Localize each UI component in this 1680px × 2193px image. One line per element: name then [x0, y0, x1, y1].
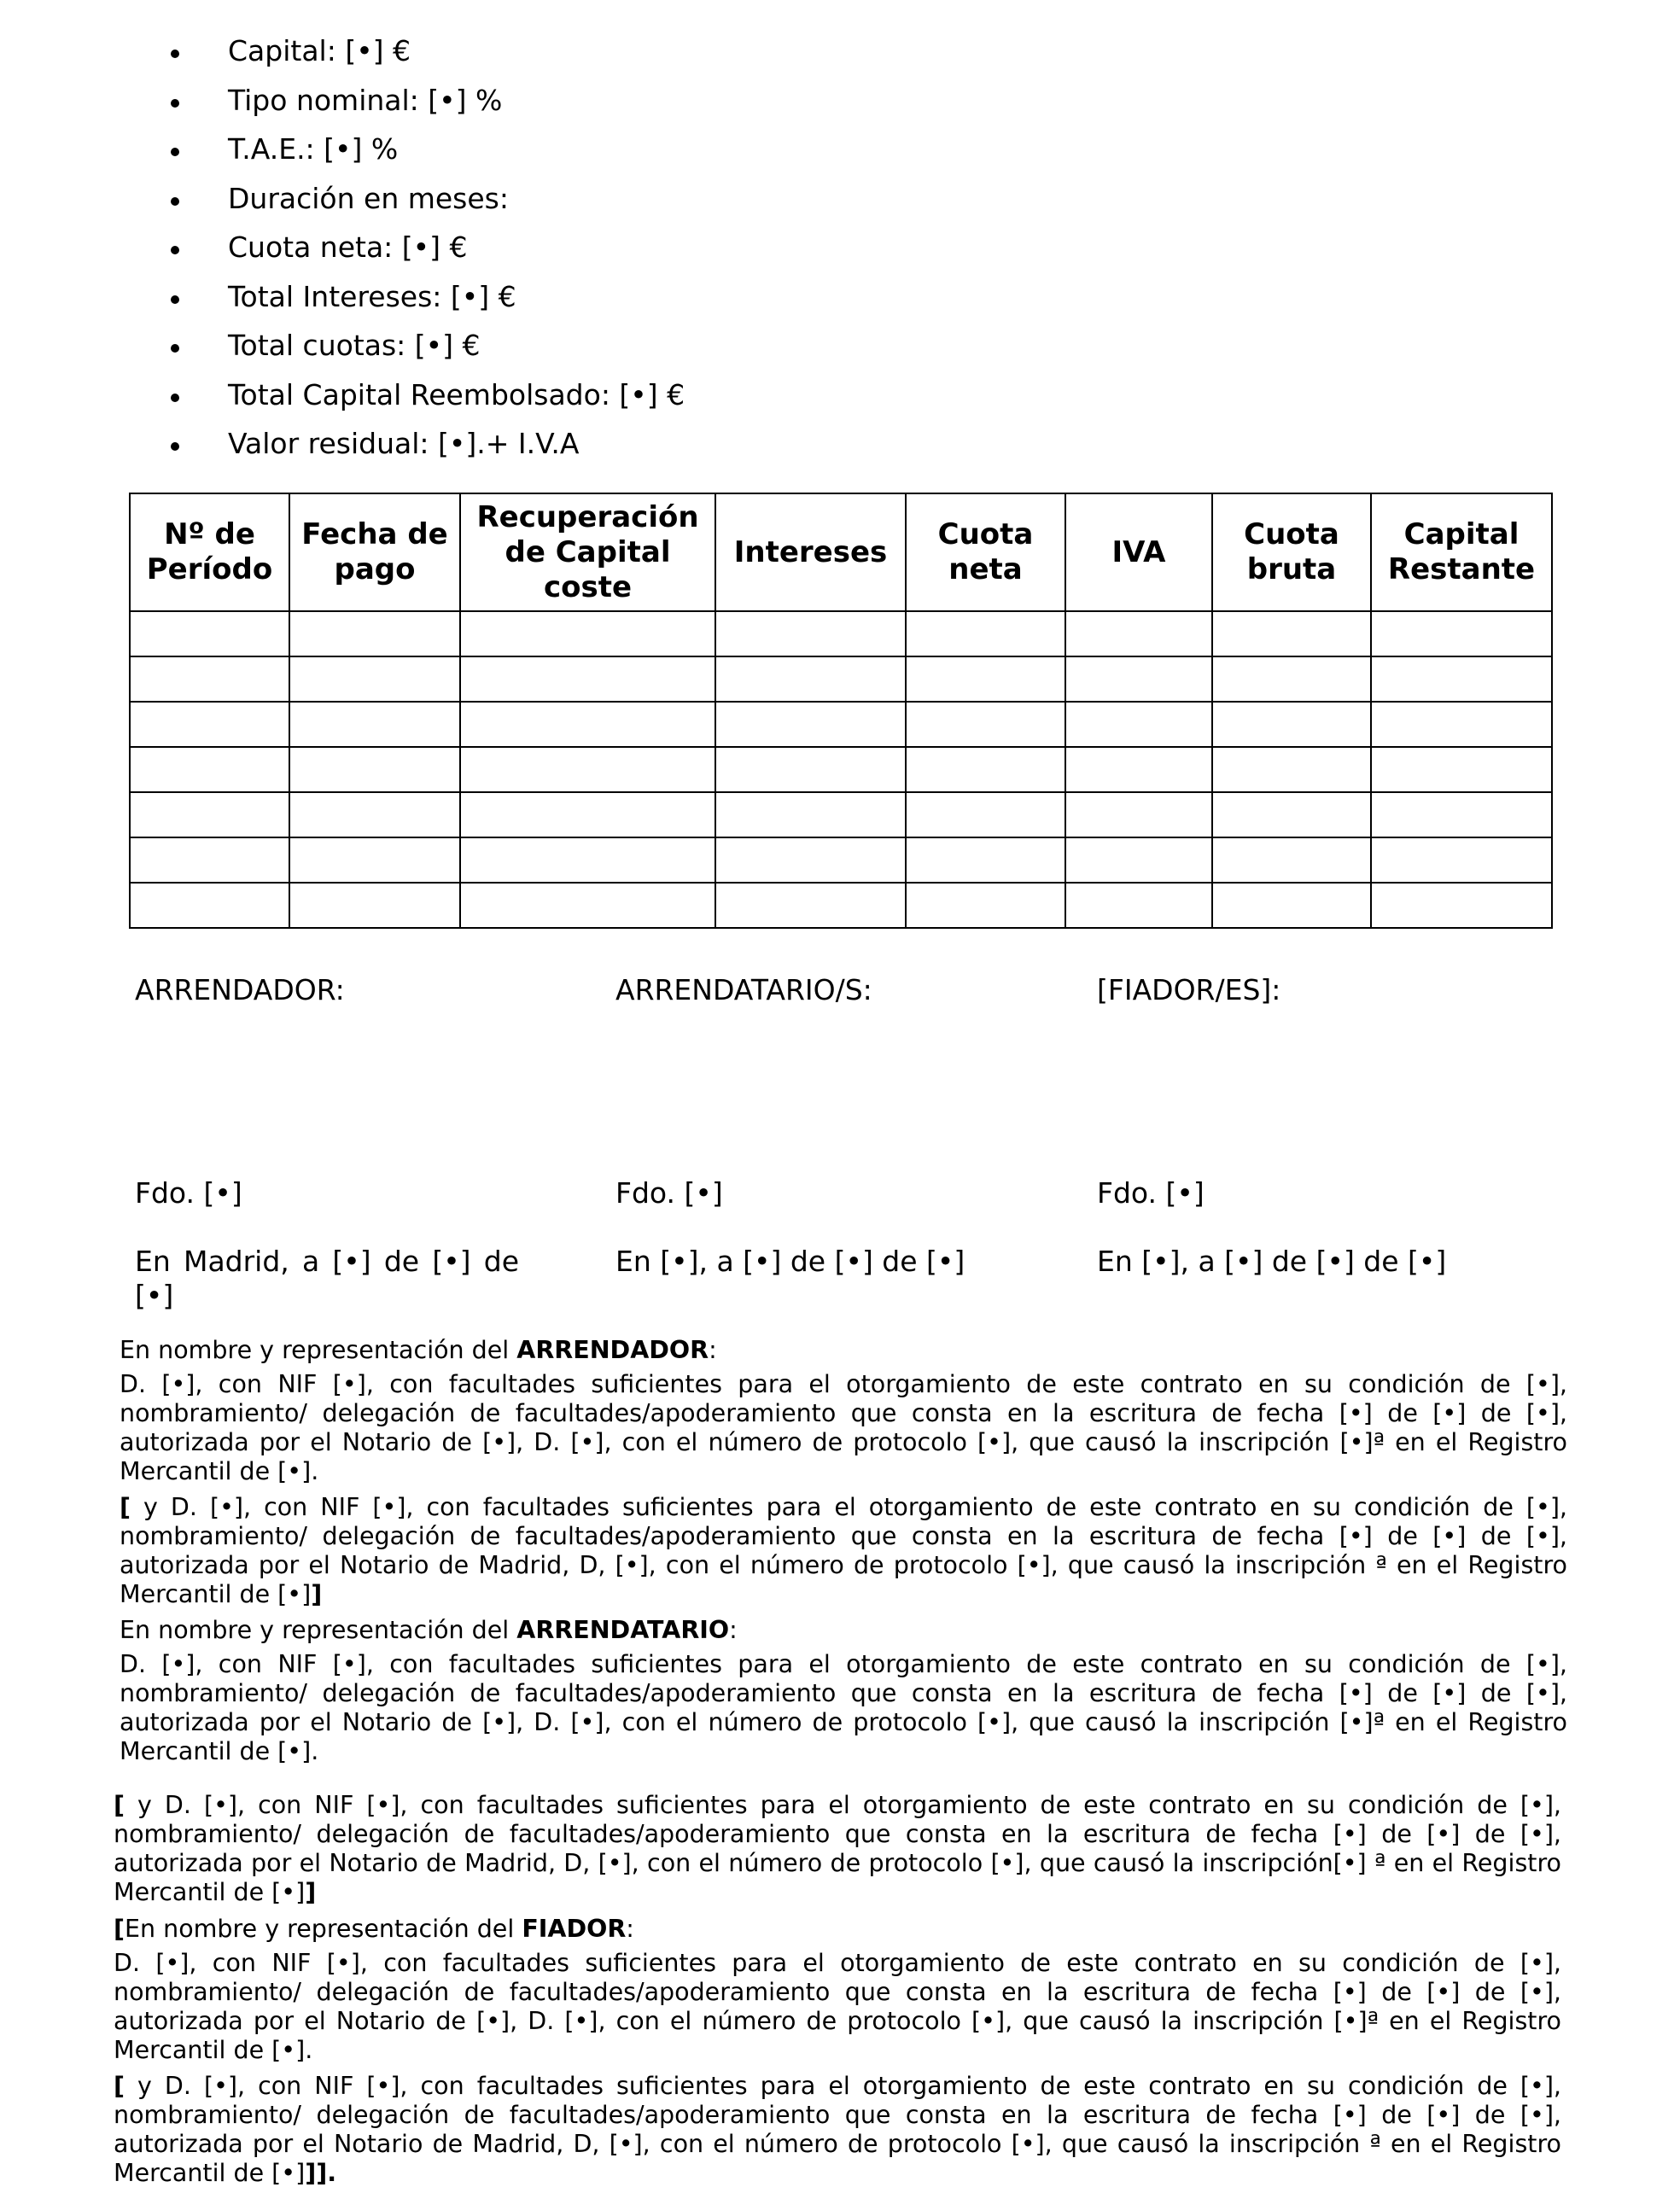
- table-cell: [460, 883, 715, 928]
- amortization-table: [129, 493, 1553, 929]
- table-row: [130, 792, 1552, 837]
- table-cell: [715, 747, 906, 792]
- table-cell: [460, 611, 715, 656]
- table-cell: [715, 792, 906, 837]
- summary-tae: T.A.E.: [•] %: [228, 132, 399, 166]
- summary-total-intereses: Total Intereses: [•] €: [228, 279, 516, 313]
- header-fecha-pago: Fecha de pago: [289, 493, 460, 611]
- rep-party: FIADOR: [522, 1915, 627, 1943]
- table-cell: [1212, 837, 1371, 883]
- header-intereses: Intereses: [715, 493, 906, 611]
- table-cell: [130, 792, 289, 837]
- table-cell: [460, 837, 715, 883]
- rep-party: ARRENDADOR: [516, 1336, 709, 1364]
- table-cell: [1212, 611, 1371, 656]
- header-cuota-bruta: Cuota bruta: [1212, 493, 1371, 611]
- bracket-open: [: [120, 1493, 131, 1521]
- table-cell: [130, 747, 289, 792]
- table-cell: [715, 883, 906, 928]
- rep-colon: :: [709, 1336, 717, 1364]
- rep-text: y D. [•], con NIF [•], con facultades suficientes para el otorgamiento de este contrato en su condición de [•], nombramiento/ delegación de facultades/apoderamiento que consta en la escritura de fecha [•] de [•] de [•], autorizada por el Notario de Madrid, D, [•], con el número de protocolo [•], que causó la inscripción[•] ª en el Registro Mercantil de [•]: [114, 1791, 1561, 1906]
- table-row: [130, 837, 1552, 883]
- table-cell: [1212, 702, 1371, 747]
- rep-intro: En nombre y representación del: [120, 1336, 517, 1364]
- rep-intro: En nombre y representación del: [125, 1915, 522, 1943]
- rep-text: y D. [•], con NIF [•], con facultades suficientes para el otorgamiento de este contrato en su condición de [•], nombramiento/ delegación de facultades/apoderamiento que consta en la escritura de fecha [•] de [•] de [•], autorizada por el Notario de Madrid, D, [•], con el número de protocolo [•], que causó la inscripción ª en el Registro Mercantil de [•]: [114, 2072, 1561, 2187]
- rep-heading-arrendatario: [120, 1616, 738, 1645]
- table-body: [130, 611, 1552, 928]
- table-cell: [1371, 611, 1552, 656]
- table-cell: [1371, 837, 1552, 883]
- summary-valor-residual: Valor residual: [•].+ I.V.A: [228, 427, 580, 460]
- table-cell: [289, 702, 460, 747]
- header-cuota-neta: Cuota neta: [906, 493, 1065, 611]
- list-item: [171, 32, 685, 82]
- table-row: [130, 747, 1552, 792]
- summary-cuota-neta: Cuota neta: [•] €: [228, 230, 468, 264]
- table-cell: [289, 792, 460, 837]
- table-cell: [906, 611, 1065, 656]
- table-cell: [1065, 611, 1212, 656]
- table-row: [130, 702, 1552, 747]
- table-cell: [1212, 747, 1371, 792]
- signature-role-arrendatario: ARRENDATARIO/S:: [615, 973, 872, 1006]
- table-cell: [460, 656, 715, 702]
- table-cell: [130, 656, 289, 702]
- rep-arrendatario-paragraph-1: D. [•], con NIF [•], con facultades suficientes para el otorgamiento de este contrato en su condición de [•], nombramiento/ delegación de facultades/apoderamiento que consta en la escritura de fecha [•] de [•] de [•], autorizada por el Notario de [•], D. [•], con el número de protocolo [•], que causó la inscripción [•]ª en el Registro Mercantil de [•].: [120, 1650, 1567, 1765]
- bracket-close: ]].: [305, 2159, 337, 2187]
- signature-fdo-arrendatario: Fdo. [•]: [615, 1176, 723, 1210]
- rep-fiador-paragraph-2: [114, 2072, 1561, 2188]
- bracket-open: [: [114, 1791, 125, 1819]
- table-row: [130, 883, 1552, 928]
- bullet-icon: [171, 148, 179, 156]
- summary-total-cuotas: Total cuotas: [•] €: [228, 329, 481, 362]
- rep-fiador-paragraph-1: D. [•], con NIF [•], con facultades suficientes para el otorgamiento de este contrato en su condición de [•], nombramiento/ delegación de facultades/apoderamiento que consta en la escritura de fecha [•] de [•] de [•], autorizada por el Notario de [•], D. [•], con el número de protocolo [•], que causó la inscripción [•]ª en el Registro Mercantil de [•].: [114, 1949, 1561, 2064]
- table-cell: [906, 747, 1065, 792]
- table-cell: [1065, 837, 1212, 883]
- summary-duracion: Duración en meses:: [228, 181, 509, 215]
- bullet-icon: [171, 99, 179, 108]
- rep-arrendatario-paragraph-2: [114, 1791, 1561, 1907]
- table-cell: [1065, 792, 1212, 837]
- table-cell: [1212, 792, 1371, 837]
- table-cell: [289, 656, 460, 702]
- table-cell: [1371, 747, 1552, 792]
- rep-text: y D. [•], con NIF [•], con facultades suficientes para el otorgamiento de este contrato en su condición de [•], nombramiento/ delegación de facultades/apoderamiento que consta en la escritura de fecha [•] de [•] de [•], autorizada por el Notario de Madrid, D, [•], con el número de protocolo [•], que causó la inscripción ª en el Registro Mercantil de [•]: [120, 1493, 1567, 1608]
- list-item: [171, 425, 685, 475]
- table-cell: [1065, 747, 1212, 792]
- list-item: [171, 229, 685, 278]
- table-cell: [1065, 883, 1212, 928]
- bullet-icon: [171, 197, 179, 206]
- rep-arrendador-paragraph-1: D. [•], con NIF [•], con facultades suficientes para el otorgamiento de este contrato en su condición de [•], nombramiento/ delegación de facultades/apoderamiento que consta en la escritura de fecha [•] de [•] de [•], autorizada por el Notario de [•], D. [•], con el número de protocolo [•], que causó la inscripción [•]ª en el Registro Mercantil de [•].: [120, 1370, 1567, 1485]
- list-item: [171, 131, 685, 180]
- table-cell: [130, 611, 289, 656]
- bullet-icon: [171, 442, 179, 451]
- table-cell: [460, 702, 715, 747]
- signature-role-arrendador: ARRENDADOR:: [135, 973, 345, 1006]
- table-cell: [1371, 702, 1552, 747]
- rep-intro: En nombre y representación del: [120, 1616, 517, 1644]
- table-header-row: [130, 493, 1552, 611]
- signature-place-date-arrendatario: En [•], a [•] de [•] de [•]: [615, 1245, 965, 1278]
- table-cell: [906, 883, 1065, 928]
- bracket-close: ]: [311, 1580, 323, 1608]
- bullet-icon: [171, 246, 179, 254]
- list-item: [171, 327, 685, 376]
- bullet-icon: [171, 295, 179, 304]
- summary-tipo-nominal: Tipo nominal: [•] %: [228, 83, 503, 117]
- signature-fdo-arrendador: Fdo. [•]: [135, 1176, 242, 1210]
- table-cell: [289, 837, 460, 883]
- signature-role-fiador: [FIADOR/ES]:: [1097, 973, 1281, 1006]
- bullet-icon: [171, 50, 179, 58]
- list-item: [171, 278, 685, 328]
- table-cell: [1371, 792, 1552, 837]
- table-cell: [906, 792, 1065, 837]
- table-cell: [130, 702, 289, 747]
- table-cell: [906, 656, 1065, 702]
- bullet-icon: [171, 394, 179, 402]
- bracket-open: [: [114, 1915, 125, 1943]
- list-item: [171, 82, 685, 131]
- table-cell: [715, 837, 906, 883]
- bullet-icon: [171, 344, 179, 353]
- header-periodo: Nº de Período: [130, 493, 289, 611]
- signature-fdo-fiador: Fdo. [•]: [1097, 1176, 1205, 1210]
- table-cell: [289, 883, 460, 928]
- table-cell: [1371, 656, 1552, 702]
- loan-summary-list: [171, 32, 685, 475]
- table-cell: [289, 747, 460, 792]
- table-cell: [715, 702, 906, 747]
- header-capital-restante: Capital Restante: [1371, 493, 1552, 611]
- table-cell: [906, 702, 1065, 747]
- rep-arrendador-paragraph-2: [120, 1493, 1567, 1609]
- rep-heading-fiador: [114, 1915, 634, 1944]
- table-cell: [1212, 883, 1371, 928]
- table-row: [130, 656, 1552, 702]
- table-row: [130, 611, 1552, 656]
- summary-total-capital: Total Capital Reembolsado: [•] €: [228, 377, 685, 411]
- table-cell: [906, 837, 1065, 883]
- table-cell: [1065, 702, 1212, 747]
- list-item: [171, 180, 685, 230]
- header-iva: IVA: [1065, 493, 1212, 611]
- list-item: [171, 376, 685, 426]
- table-cell: [289, 611, 460, 656]
- header-recuperacion: Recuperación de Capital coste: [460, 493, 715, 611]
- signature-place-date-fiador: En [•], a [•] de [•] de [•]: [1097, 1245, 1447, 1278]
- rep-heading-arrendador: [120, 1336, 717, 1365]
- table-cell: [1371, 883, 1552, 928]
- signature-place-date-arrendador: En Madrid, a [•] de [•] de [•]: [135, 1245, 519, 1312]
- table-cell: [715, 656, 906, 702]
- bracket-close: ]: [305, 1878, 317, 1906]
- table-cell: [1212, 656, 1371, 702]
- table-cell: [130, 883, 289, 928]
- rep-colon: :: [626, 1915, 634, 1943]
- rep-party: ARRENDATARIO: [516, 1616, 730, 1644]
- table-cell: [130, 837, 289, 883]
- rep-colon: :: [729, 1616, 738, 1644]
- summary-capital: Capital: [•] €: [228, 34, 411, 67]
- table-cell: [715, 611, 906, 656]
- bracket-open: [: [114, 2072, 125, 2100]
- table-cell: [1065, 656, 1212, 702]
- table-cell: [460, 792, 715, 837]
- table-cell: [460, 747, 715, 792]
